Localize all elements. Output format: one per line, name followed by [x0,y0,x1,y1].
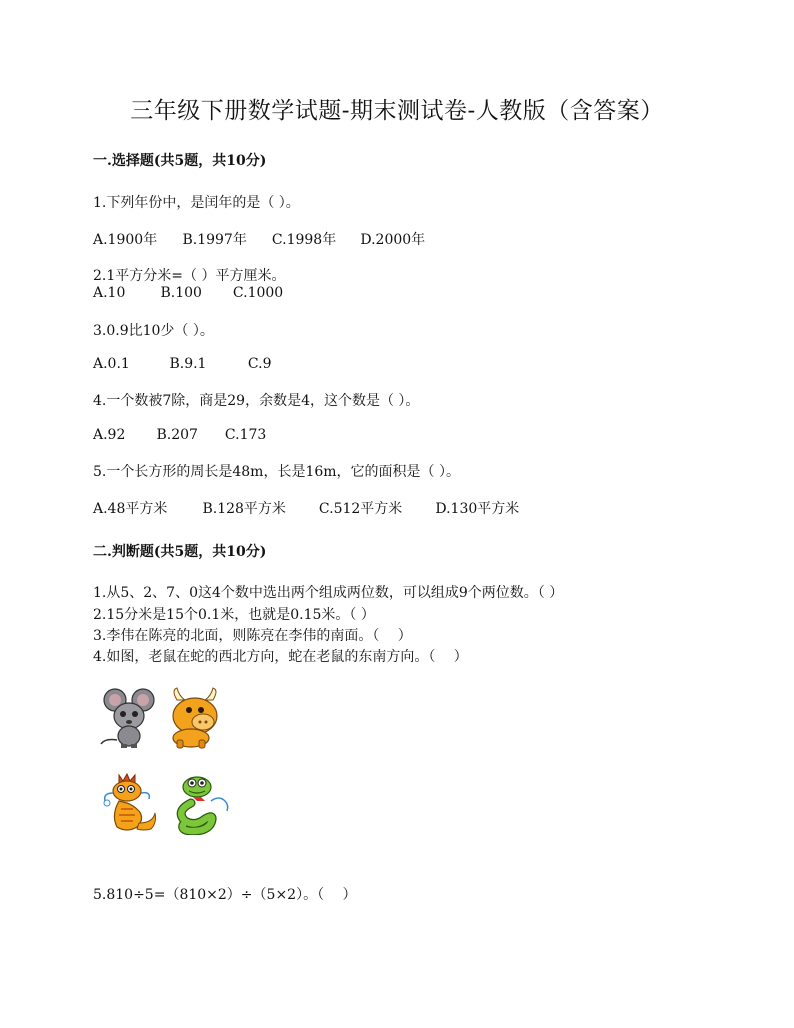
options-4 [93,427,266,443]
option-b: B.9.1 [169,356,207,372]
section-heading-judge: 二.判断题(共5题，共10分) [93,544,267,560]
snake-icon [171,771,235,835]
option-b: B.1997年 [182,232,247,248]
options-2 [93,285,283,301]
option-c: C.1000 [232,285,284,301]
option-c: C.173 [224,427,267,443]
question-4: 4.一个数被7除，商是29，余数是4，这个数是（ ）。 [93,393,420,409]
option-d: D.2000年 [360,232,426,248]
section-heading-choice: 一.选择题(共5题，共10分) [93,153,267,169]
ox-icon [163,686,227,750]
option-c: C.512平方米 [318,501,403,517]
question-5: 5.一个长方形的周长是48m，长是16m，它的面积是（ ）。 [93,464,460,480]
options-1 [93,229,425,249]
dragon-icon [97,771,161,835]
question-2: 2.1平方分米=（ ）平方厘米。 [93,268,286,284]
options-5 [93,498,519,518]
options-3 [93,356,271,372]
judge-item-3: 3.李伟在陈亮的北面，则陈亮在李伟的南面。（ ） [93,628,412,644]
option-a: A.1900年 [93,232,158,248]
page-title: 三年级下册数学试题-期末测试卷-人教版（含答案） [130,98,664,124]
option-a: A.10 [93,285,126,301]
judge-item-1: 1.从5、2、7、0这4个数中选出两个组成两位数，可以组成9个两位数。（ ） [93,585,564,601]
option-a: A.48平方米 [93,501,168,517]
judge-item-2: 2.15分米是15个0.1米，也就是0.15米。（ ） [93,607,375,623]
option-c: C.1998年 [271,232,337,248]
option-b: B.207 [156,427,198,443]
mouse-icon [97,686,161,750]
option-c: C.9 [247,356,272,372]
option-d: D.130平方米 [435,501,520,517]
judge-item-5: 5.810÷5=（810×2）÷（5×2）。（ ） [93,887,357,903]
option-a: A.0.1 [93,356,130,372]
question-1: 1.下列年份中，是闰年的是（ ）。 [93,195,300,211]
option-a: A.92 [93,427,126,443]
judge-item-4: 4.如图，老鼠在蛇的西北方向，蛇在老鼠的东南方向。（ ） [93,649,468,665]
option-b: B.128平方米 [202,501,286,517]
option-b: B.100 [160,285,202,301]
question-3: 3.0.9比10少（ ）。 [93,323,214,339]
